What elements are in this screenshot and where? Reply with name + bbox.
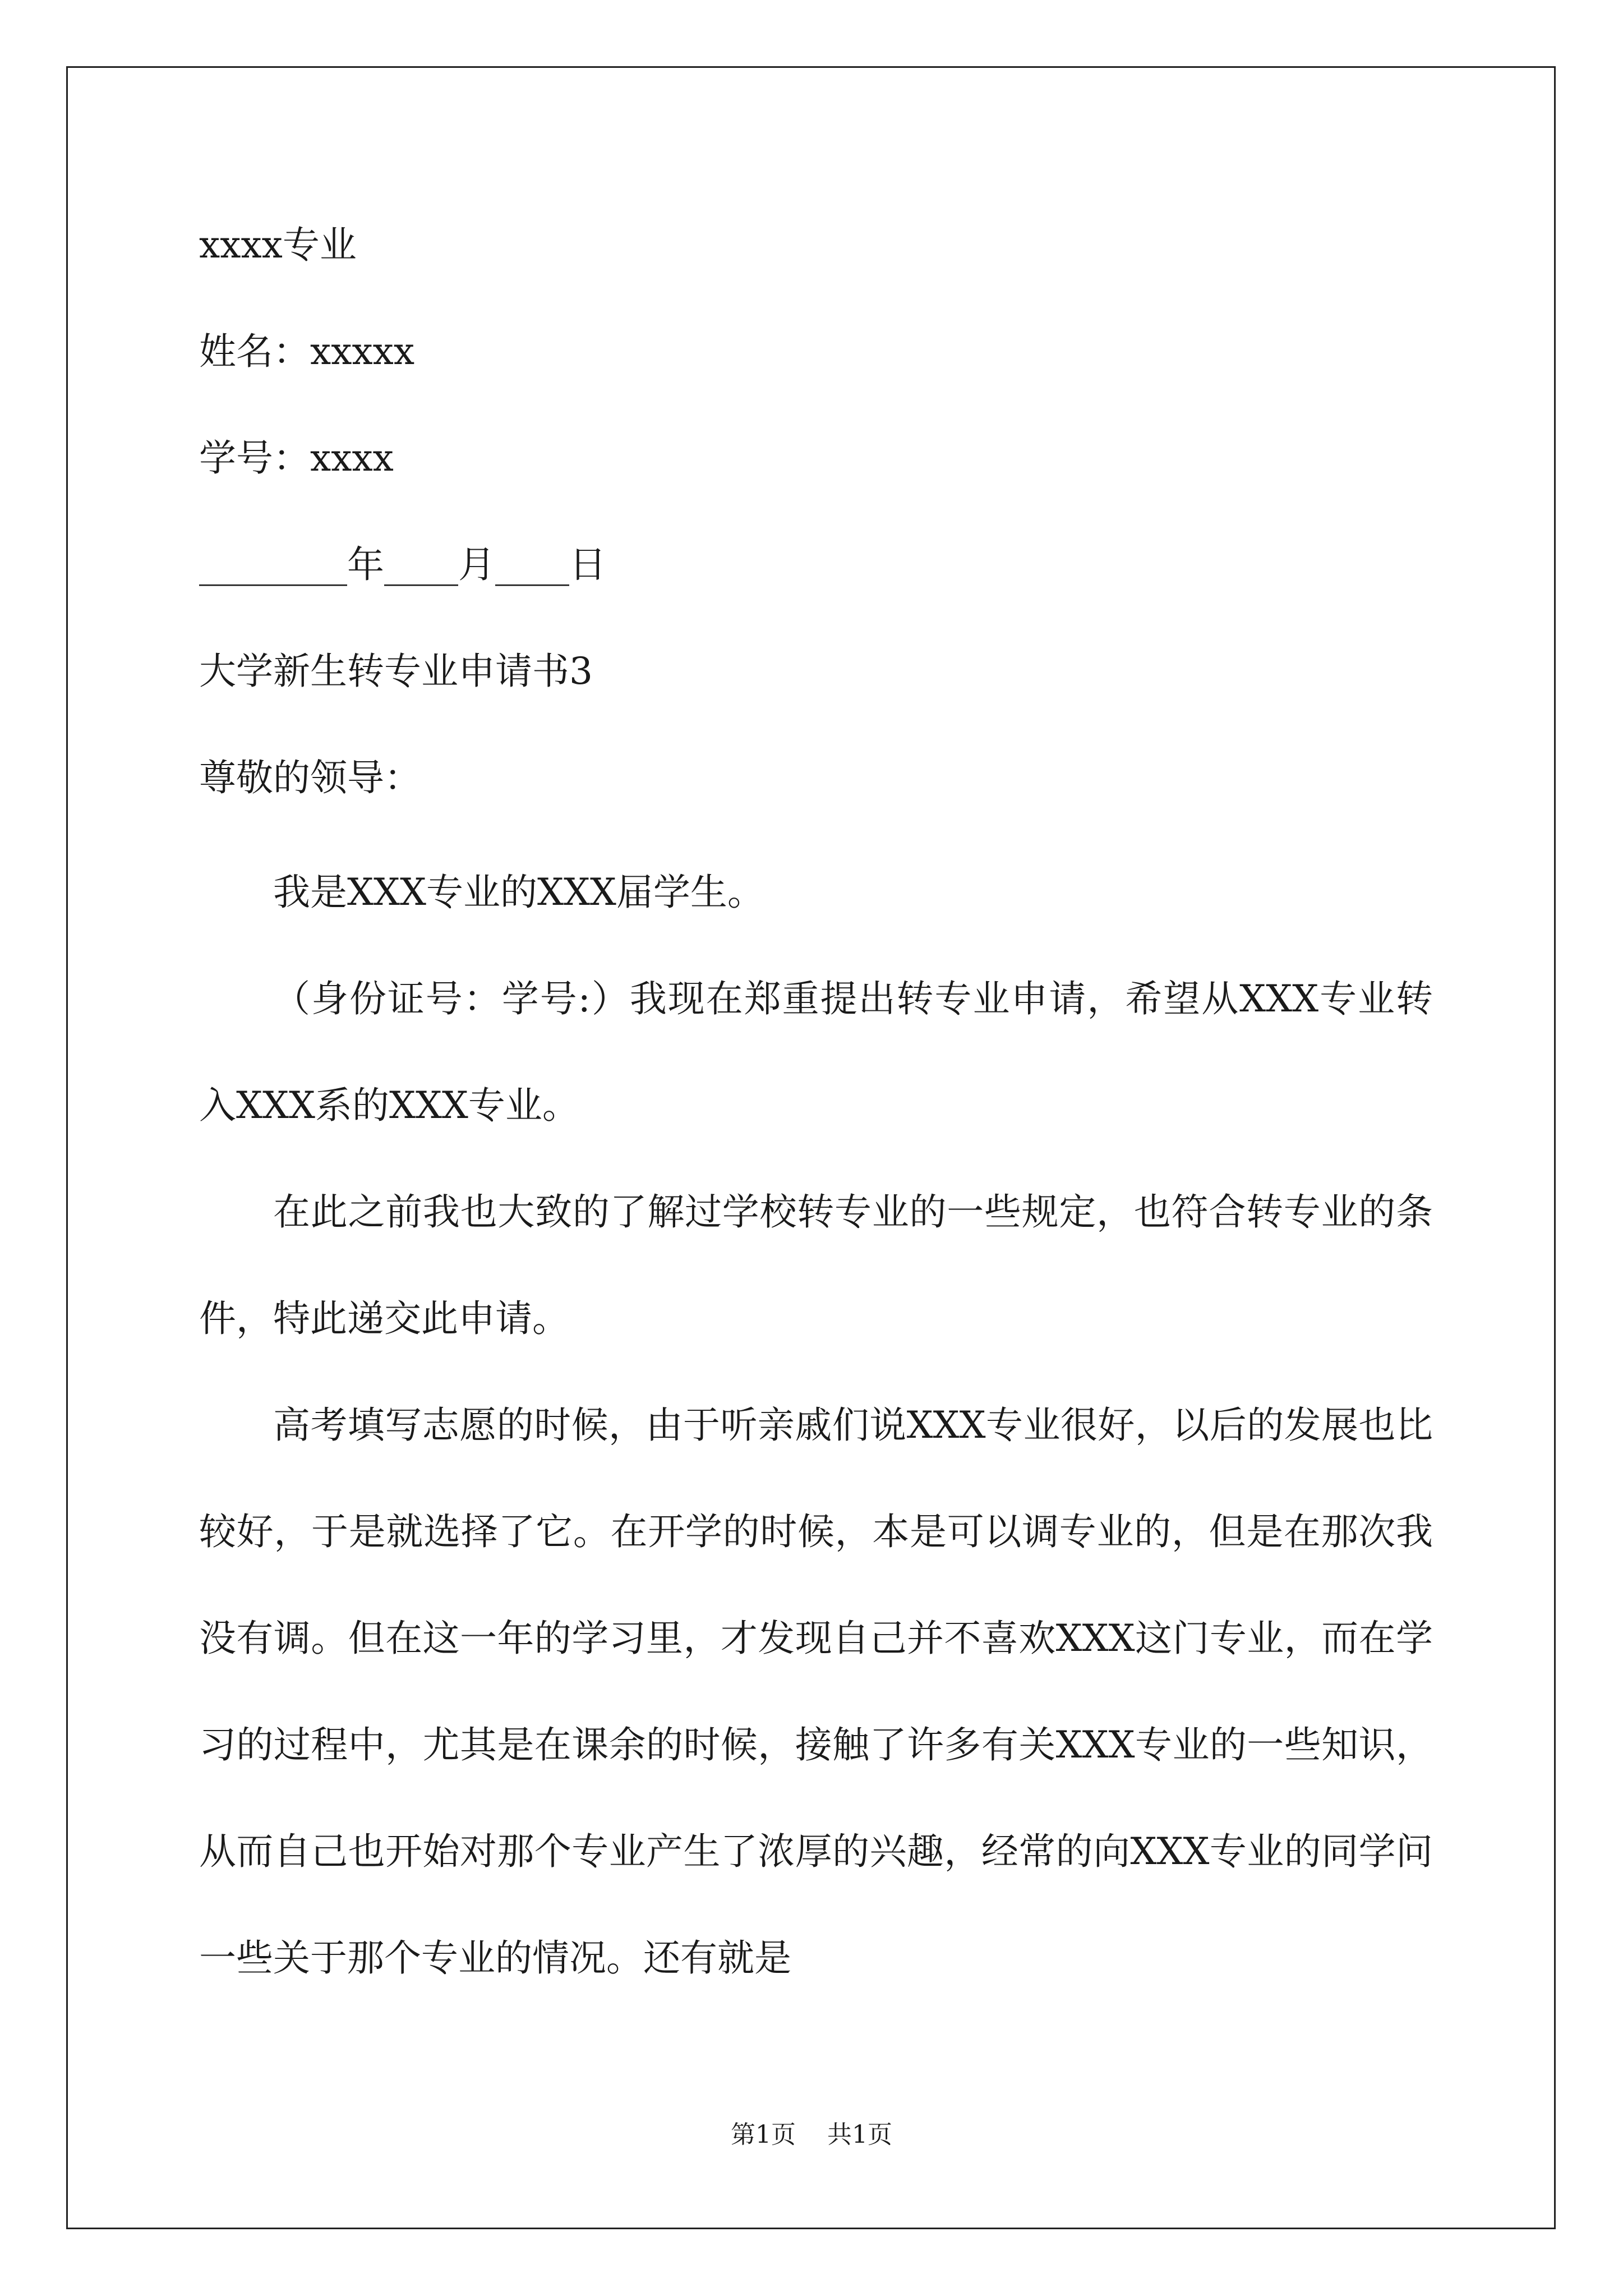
student-id-line: 学号：xxxx xyxy=(199,436,394,480)
name-line: 姓名：xxxxx xyxy=(199,330,415,373)
document-body xyxy=(199,219,1433,2012)
major-line: xxxx专业 xyxy=(199,223,357,266)
document-title: 大学新生转专业申请书3 xyxy=(199,650,593,693)
spacer xyxy=(199,804,1433,839)
page-number: 第1页 xyxy=(731,2120,796,2149)
salutation: 尊敬的领导： xyxy=(199,756,421,799)
paragraph-intro: 我是XXX专业的XXX届学生。 xyxy=(273,871,764,914)
paragraph-reason: 高考填写志愿的时候，由于听亲戚们说XXX专业很好，以后的发展也比较好，于是就选择了它。在开学的时候，本是可以调专业的，但是在那次我没有调。但在这一年的学习里，才发现自己并不喜欢XXX这门专业，而在学习的过程中，尤其是在课余的时候，接触了许多有关XXX专业的一些知识，从而自己也开始对那个专业产生了浓厚的兴趣，经常的向XXX专业的同学问一些关于那个专业的情况。还有就是 xyxy=(199,1404,1433,1980)
page-total: 共1页 xyxy=(827,2120,892,2149)
paragraph-rules: 在此之前我也大致的了解过学校转专业的一些规定，也符合转专业的条件，特此递交此申请。 xyxy=(199,1190,1433,1340)
date-line: ________年____月____日 xyxy=(199,543,606,586)
page-footer xyxy=(0,2118,1623,2152)
paragraph-request: （身份证号：学号:）我现在郑重提出转专业申请，希望从XXX专业转入XXX系的XXX专业。 xyxy=(199,977,1433,1127)
